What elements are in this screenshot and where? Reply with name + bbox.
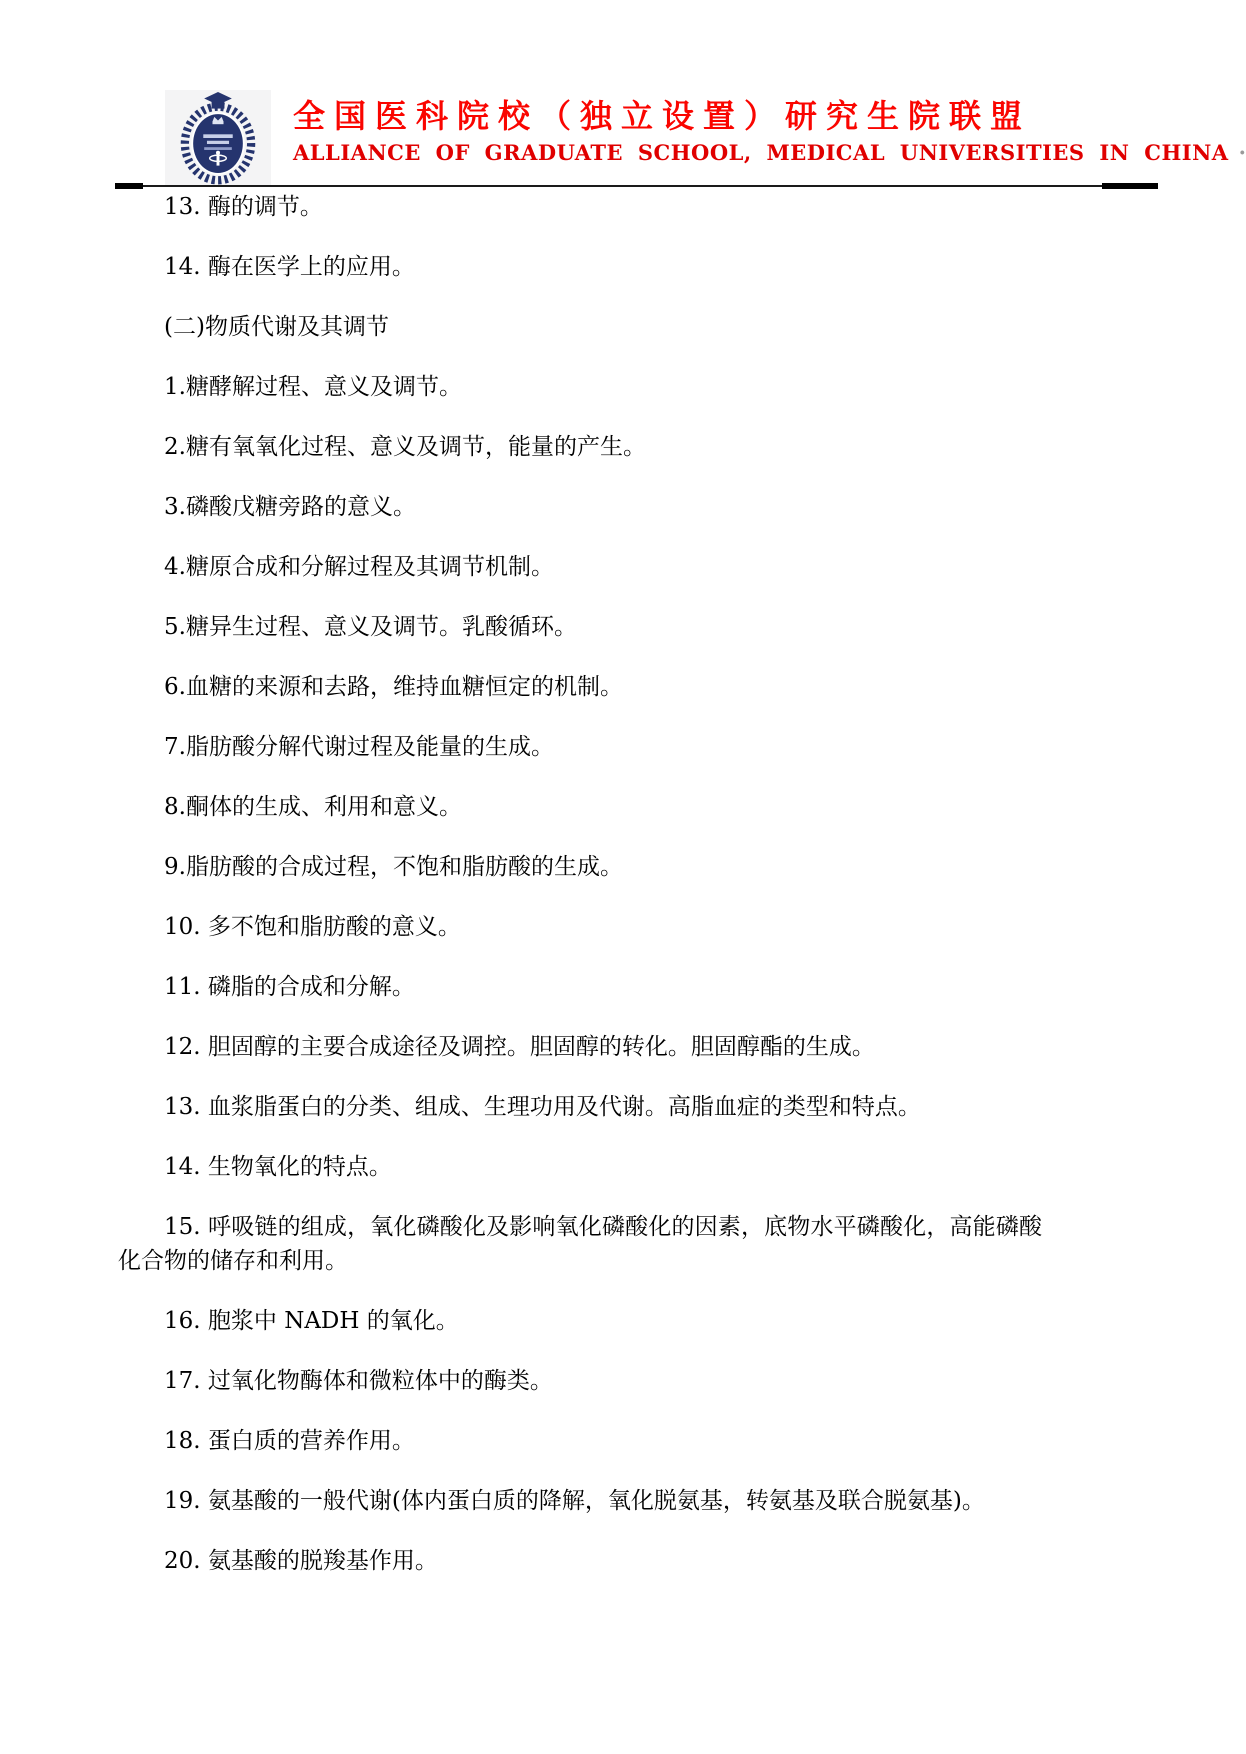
alliance-logo	[165, 90, 271, 186]
list-item: (二)物质代谢及其调节	[164, 314, 389, 340]
list-item: 1.糖酵解过程、意义及调节。	[164, 374, 462, 400]
divider-left-cap	[115, 183, 143, 189]
list-item: 18. 蛋白质的营养作用。	[164, 1428, 415, 1454]
list-item: 4.糖原合成和分解过程及其调节机制。	[164, 554, 554, 580]
document-content	[118, 190, 1042, 1604]
list-item: 6.血糖的来源和去路，维持血糖恒定的机制。	[164, 674, 623, 700]
seal-icon	[176, 92, 260, 184]
list-item: 20. 氨基酸的脱羧基作用。	[164, 1548, 438, 1574]
header-trailing-dot: ·	[1238, 140, 1246, 165]
header-titles	[293, 90, 1246, 165]
list-item: 12. 胆固醇的主要合成途径及调控。胆固醇的转化。胆固醇酯的生成。	[164, 1034, 875, 1060]
list-item: 13. 酶的调节。	[164, 194, 323, 220]
header-divider	[115, 185, 1158, 187]
list-item: 17. 过氧化物酶体和微粒体中的酶类。	[164, 1368, 553, 1394]
list-item: 15. 呼吸链的组成，氧化磷酸化及影响氧化磷酸化的因素，底物水平磷酸化，高能磷酸化合物的储存和利用。	[118, 1214, 1042, 1274]
list-item: 16. 胞浆中 NADH 的氧化。	[164, 1308, 459, 1334]
list-item: 7.脂肪酸分解代谢过程及能量的生成。	[164, 734, 554, 760]
list-item: 11. 磷脂的合成和分解。	[164, 974, 415, 1000]
divider-right-cap	[1102, 183, 1158, 189]
header-title-english	[293, 141, 1246, 165]
list-item: 8.酮体的生成、利用和意义。	[164, 794, 462, 820]
page-header	[165, 90, 1246, 186]
list-item: 10. 多不饱和脂肪酸的意义。	[164, 914, 461, 940]
header-title-english-text: ALLIANCE OF GRADUATE SCHOOL, MEDICAL UNIVERSITIES IN CHINA	[293, 140, 1229, 165]
list-item: 3.磷酸戊糖旁路的意义。	[164, 494, 416, 520]
seal-text-lines	[203, 134, 232, 150]
list-item: 14. 生物氧化的特点。	[164, 1154, 392, 1180]
list-item: 13. 血浆脂蛋白的分类、组成、生理功用及代谢。高脂血症的类型和特点。	[164, 1094, 921, 1120]
list-item: 9.脂肪酸的合成过程，不饱和脂肪酸的生成。	[164, 854, 623, 880]
list-item: 14. 酶在医学上的应用。	[164, 254, 415, 280]
header-title-chinese: 全国医科院校（独立设置）研究生院联盟	[293, 97, 1032, 135]
list-item: 19. 氨基酸的一般代谢(体内蛋白质的降解，氧化脱氨基，转氨基及联合脱氨基)。	[164, 1488, 985, 1514]
list-item: 2.糖有氧氧化过程、意义及调节，能量的产生。	[164, 434, 646, 460]
list-item: 5.糖异生过程、意义及调节。乳酸循环。	[164, 614, 577, 640]
